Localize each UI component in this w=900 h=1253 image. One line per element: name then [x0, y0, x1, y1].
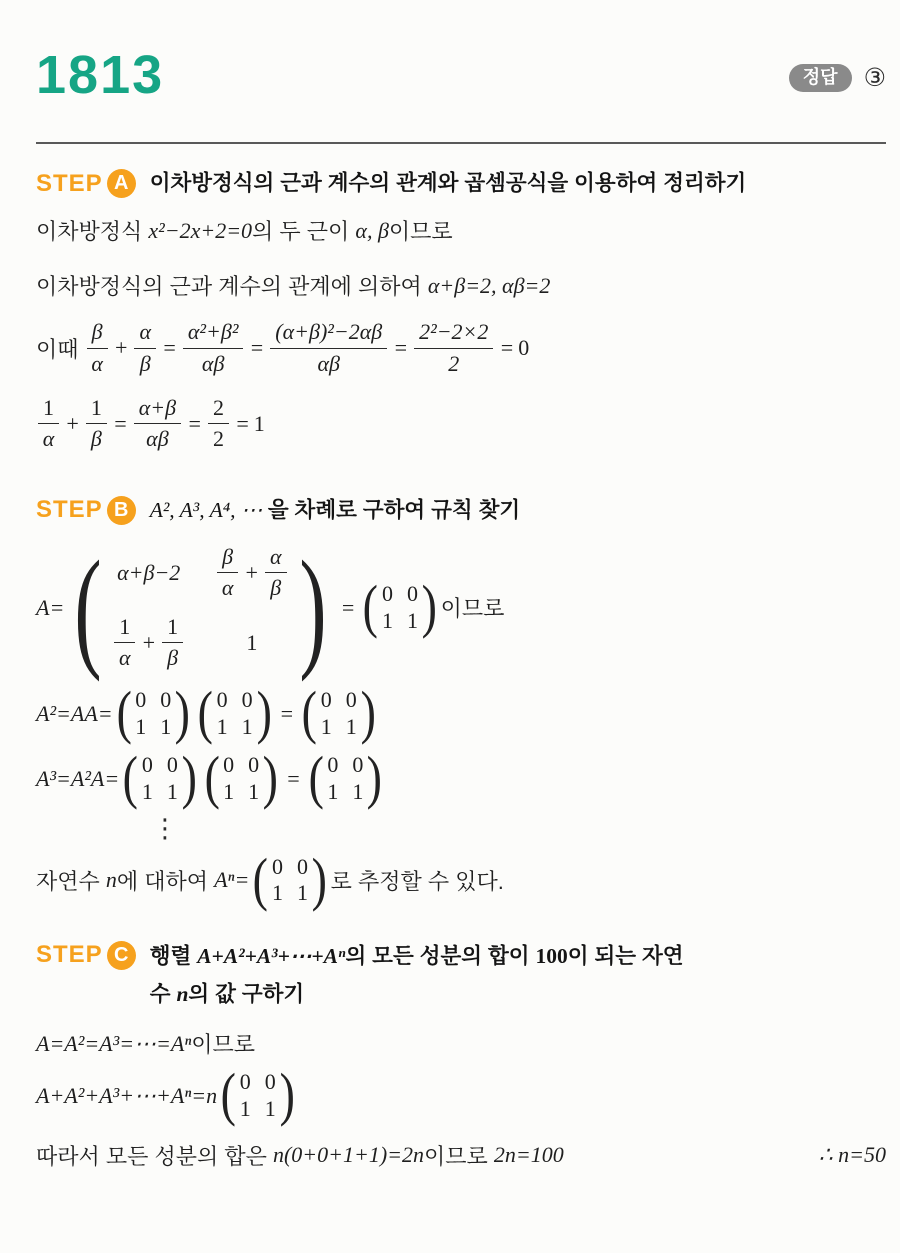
fraction-numerator: 2: [208, 395, 229, 424]
step-c-line-2: [36, 1061, 886, 1128]
fraction-denominator: α: [118, 645, 131, 671]
text: 에 대하여: [116, 868, 215, 894]
math: n: [176, 981, 189, 1006]
step-c-line-3: [36, 1140, 886, 1171]
answer-area: [789, 64, 886, 92]
step-c-header: [36, 941, 886, 1010]
matrix-cell: α+β−2: [117, 559, 181, 585]
matrix-cell: 1: [296, 880, 308, 906]
matrix-cell: 1: [320, 713, 332, 739]
left-paren: (: [220, 1061, 237, 1128]
math: x²−2x+2=0: [148, 217, 253, 243]
matrix-cell: 0: [160, 687, 172, 713]
step-c-title-line-2: [150, 979, 684, 1010]
fraction-numerator: β: [87, 319, 108, 348]
matrix-cell: 1: [246, 629, 258, 655]
matrix-cells: [319, 687, 359, 740]
fraction-denominator: α: [42, 426, 55, 452]
text: 로 추정할 수 있다.: [330, 868, 504, 894]
equals-sign: =: [393, 335, 409, 361]
matrix-0011: [251, 846, 328, 913]
matrix-cells: [215, 687, 255, 740]
matrix-a-symbolic: [66, 532, 334, 683]
fraction-denominator: 2: [448, 350, 460, 376]
text: 이 되는 자연: [567, 943, 684, 968]
equals-sign: =: [112, 410, 128, 436]
step-a-equation-1: [36, 319, 886, 377]
matrix-cell: 0: [352, 752, 364, 778]
matrix-cell: 0: [407, 581, 418, 607]
matrix-cell: 1: [352, 778, 364, 804]
step-b-title: [150, 495, 520, 526]
math: A=: [36, 594, 65, 620]
step-a-word: STEP: [36, 169, 103, 197]
fraction-numerator: 1: [162, 614, 183, 643]
fraction-numerator: α: [134, 319, 156, 348]
matrix-cell: 1: [223, 778, 235, 804]
matrix-definition-line: [36, 532, 886, 683]
text: 이차방정식의 근과 계수의 관계에 의하여: [36, 274, 428, 300]
text: 행렬: [149, 943, 198, 968]
matrix-cell: 0: [345, 687, 357, 713]
equals-sign: =: [499, 335, 515, 361]
plus-operator: +: [113, 335, 129, 361]
right-paren: ): [279, 1061, 295, 1128]
plus-operator: +: [141, 629, 157, 655]
matrix-cell: 0: [327, 752, 339, 778]
matrix-cell: 1: [264, 1095, 276, 1121]
answer-choice: ③: [863, 63, 886, 92]
math: Aⁿ=: [214, 867, 250, 893]
fraction: [414, 319, 493, 377]
text: 의 두 근이: [252, 219, 356, 245]
fraction: [183, 319, 244, 377]
math: 2n=100: [493, 1142, 564, 1168]
step-a-header: [36, 168, 886, 199]
matrix-0011: [121, 744, 198, 811]
vertical-ellipsis: ⋮: [152, 813, 178, 844]
answer-badge: 정답: [789, 64, 852, 92]
step-a-line-2: [36, 270, 886, 301]
equals-sign: =: [187, 410, 202, 436]
math: A², A³, A⁴, ⋯: [149, 497, 268, 522]
header-divider: [36, 142, 886, 144]
step-c-word: STEP: [36, 940, 103, 968]
matrix-cell: 1: [166, 778, 178, 804]
matrix-cell: 0: [382, 581, 393, 607]
fraction-denominator: 2: [212, 426, 224, 452]
header: [36, 0, 886, 105]
right-paren: ): [311, 846, 327, 913]
text: 이차방정식: [36, 219, 149, 245]
step-c-badge-icon: C: [107, 941, 136, 970]
fraction: [87, 319, 108, 377]
matrix-cell: 0: [241, 687, 253, 713]
induction-line: [36, 846, 886, 913]
matrix-cell: 0: [166, 752, 178, 778]
matrix-cell: [112, 614, 185, 672]
fraction-numerator: 1: [86, 395, 107, 424]
matrix-0011: [361, 573, 438, 640]
left-paren: (: [363, 573, 379, 640]
equals-sign: =: [340, 594, 356, 620]
matrix-cell: 1: [327, 778, 339, 804]
step-a-title: 이차방정식의 근과 계수의 관계와 곱셈공식을 이용하여 정리하기: [149, 171, 747, 195]
matrix-cell: 1: [407, 607, 418, 633]
text: 의 값 구하기: [188, 981, 305, 1006]
matrix-cells: [325, 752, 365, 805]
step-b-badge-icon: B: [107, 496, 136, 525]
matrix-cells: [238, 1069, 278, 1122]
matrix-cell: 0: [271, 854, 283, 880]
equals-sign: =: [279, 700, 295, 726]
matrix-cells: [133, 687, 173, 740]
text: 이때: [36, 336, 85, 362]
step-b-word: STEP: [36, 496, 103, 524]
step-a-badge-icon: A: [107, 169, 136, 198]
matrix-cells: [270, 854, 310, 907]
left-paren: (: [197, 680, 213, 746]
math: A³=A²A=: [36, 765, 120, 791]
fraction-numerator: α²+β²: [183, 319, 244, 348]
matrix-cells: [380, 581, 420, 634]
matrix-0011: [219, 1061, 296, 1128]
math: α, β: [355, 217, 389, 243]
matrix-0011: [196, 680, 273, 746]
fraction-denominator: α: [91, 350, 103, 376]
math: 100: [535, 943, 568, 968]
fraction-numerator: (α+β)²−2αβ: [270, 319, 387, 348]
matrix-cell: [215, 544, 288, 602]
matrix-cells: [221, 752, 261, 805]
result-value: 0: [518, 335, 530, 361]
matrix-cell: 0: [264, 1069, 276, 1095]
step-c-title: [150, 941, 684, 1010]
matrix-cell: 0: [223, 752, 235, 778]
problem-number: 1813: [36, 45, 165, 105]
left-paren: (: [204, 744, 220, 811]
matrix-cells: [110, 544, 290, 672]
fraction-numerator: 2²−2×2: [414, 319, 493, 348]
text: 수: [149, 981, 177, 1006]
fraction-numerator: α: [265, 544, 287, 573]
matrix-cell: 0: [216, 687, 228, 713]
equals-sign: =: [162, 335, 177, 361]
left-paren: (: [116, 680, 132, 746]
left-paren: (: [301, 680, 318, 746]
matrix-cell: 1: [241, 713, 253, 739]
math: A+A²+A³+⋯+Aⁿ: [197, 943, 346, 968]
math: A²=AA=: [36, 700, 113, 726]
step-a-equation-2: [36, 395, 886, 453]
left-paren: (: [253, 846, 269, 913]
left-paren: (: [308, 744, 324, 811]
matrix-cell: 1: [160, 713, 172, 739]
fraction: [38, 395, 59, 453]
equals-sign: =: [234, 410, 250, 436]
matrix-cell: 0: [135, 687, 147, 713]
matrix-cell: 1: [345, 713, 357, 739]
left-paren: (: [74, 532, 102, 683]
fraction: [208, 395, 229, 453]
text: 을 차례로 구하여 규칙 찾기: [267, 497, 521, 522]
equals-sign: =: [249, 335, 265, 361]
matrix-cell: 1: [248, 778, 260, 804]
fraction: [265, 544, 287, 602]
fraction: [86, 395, 107, 453]
fraction-denominator: β: [90, 426, 102, 452]
right-paren: ): [262, 744, 279, 811]
matrix-cell: 0: [296, 854, 308, 880]
matrix-0011: [307, 744, 384, 811]
matrix-cell: 0: [320, 687, 332, 713]
fraction-denominator: αβ: [201, 350, 225, 376]
matrix-0011: [203, 744, 280, 811]
right-paren: ): [367, 744, 383, 811]
fraction-denominator: αβ: [146, 426, 169, 452]
text: 이므로: [440, 596, 505, 622]
text: 이므로: [424, 1143, 494, 1169]
math: A=A²=A³=⋯=Aⁿ: [36, 1030, 192, 1056]
math: α+β=2, αβ=2: [427, 272, 551, 298]
fraction-numerator: β: [217, 544, 238, 573]
matrix-cell: 1: [271, 880, 283, 906]
fraction-denominator: β: [270, 575, 282, 601]
fraction: [270, 319, 387, 377]
fraction: [217, 544, 238, 602]
fraction: [162, 614, 183, 672]
a-squared-line: [36, 680, 886, 746]
matrix-cell: 1: [135, 713, 147, 739]
fraction: [134, 319, 156, 377]
matrix-cell: 0: [239, 1069, 251, 1095]
matrix-cell: 1: [239, 1095, 251, 1121]
right-paren: ): [421, 573, 437, 640]
text: 따라서 모든 성분의 합은: [36, 1143, 273, 1169]
math: A+A²+A³+⋯+Aⁿ=n: [36, 1082, 218, 1108]
fraction-numerator: 1: [38, 395, 59, 424]
matrix-0011: [300, 680, 377, 746]
left-paren: (: [122, 744, 139, 811]
matrix-cell: 1: [382, 607, 393, 633]
plus-operator: +: [244, 559, 259, 585]
math: n: [105, 867, 117, 893]
plus-operator: +: [65, 410, 80, 436]
step-b-header: [36, 495, 886, 526]
matrix-cell: 1: [216, 713, 228, 739]
equals-sign: =: [285, 765, 301, 791]
step-c-line-1: [36, 1028, 886, 1059]
matrix-cell: 0: [248, 752, 260, 778]
fraction-denominator: β: [167, 645, 179, 671]
fraction-denominator: α: [221, 575, 234, 601]
fraction-denominator: β: [139, 350, 151, 376]
matrix-0011: [115, 680, 192, 746]
step-a-line-1: [36, 215, 886, 246]
matrix-cell: 1: [141, 778, 153, 804]
right-paren: ): [174, 680, 191, 746]
result-value: 1: [253, 410, 265, 436]
right-paren: ): [256, 680, 272, 746]
text: 이므로: [191, 1032, 256, 1058]
matrix-cells: [140, 752, 180, 805]
right-paren: ): [298, 532, 327, 683]
text: 의 모든 성분의 합이: [345, 943, 536, 968]
final-answer: ∴ n=50: [818, 1142, 886, 1168]
fraction-numerator: 1: [114, 614, 135, 643]
step-c-title-line-1: [150, 941, 684, 972]
matrix-cell: 0: [141, 752, 153, 778]
fraction: [114, 614, 135, 672]
fraction: [134, 395, 181, 453]
text: 이므로: [388, 219, 453, 245]
math: n(0+0+1+1)=2n: [272, 1142, 425, 1168]
right-paren: ): [181, 744, 197, 811]
text: 자연수: [36, 868, 106, 894]
fraction-denominator: αβ: [317, 350, 341, 376]
right-paren: ): [360, 680, 376, 746]
a-cubed-line: [36, 744, 886, 811]
fraction-numerator: α+β: [134, 395, 181, 424]
